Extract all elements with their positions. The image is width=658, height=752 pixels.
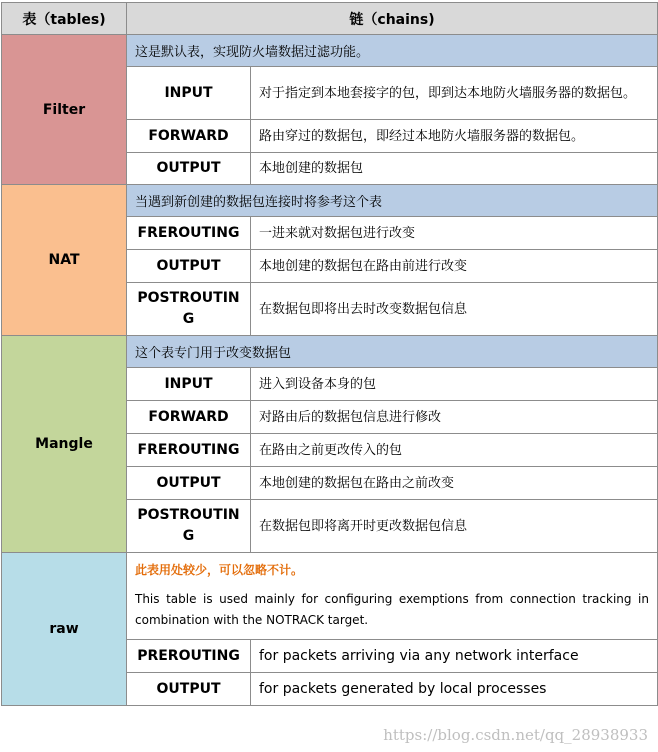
- table-name-mangle: Mangle: [2, 336, 127, 553]
- chain-description: for packets arriving via any network interface: [251, 640, 658, 673]
- nat-desc-row: [2, 185, 658, 217]
- table-name-filter: Filter: [2, 35, 127, 185]
- chain-description: 本地创建的数据包在路由之前改变: [251, 467, 658, 500]
- chain-name: FREROUTING: [127, 434, 251, 467]
- raw-desc-row: [2, 553, 658, 640]
- raw-note: 此表用处较少，可以忽略不计。: [135, 563, 304, 577]
- chain-description: 本地创建的数据包: [251, 153, 658, 185]
- chain-name: POSTROUTING: [127, 283, 251, 336]
- chain-description: 在路由之前更改传入的包: [251, 434, 658, 467]
- chain-name: INPUT: [127, 67, 251, 120]
- chain-description: 在数据包即将离开时更改数据包信息: [251, 500, 658, 553]
- mangle-description: 这个表专门用于改变数据包: [127, 336, 658, 368]
- raw-description-cell: [127, 553, 658, 640]
- filter-description: 这是默认表，实现防火墙数据过滤功能。: [127, 35, 658, 67]
- chain-description: 路由穿过的数据包，即经过本地防火墙服务器的数据包。: [251, 120, 658, 153]
- chain-name: OUTPUT: [127, 250, 251, 283]
- watermark: https://blog.csdn.net/qq_28938933: [383, 726, 648, 744]
- chain-description: 本地创建的数据包在路由前进行改变: [251, 250, 658, 283]
- raw-description: This table is used mainly for configuring exemptions from connection tracking in combination with the NOTRACK target.: [135, 592, 649, 627]
- chain-name: OUTPUT: [127, 153, 251, 185]
- header-chains: 链（chains): [127, 3, 658, 35]
- chain-name: PREROUTING: [127, 640, 251, 673]
- header-tables: 表（tables): [2, 3, 127, 35]
- chain-name: FORWARD: [127, 120, 251, 153]
- table-name-nat: NAT: [2, 185, 127, 336]
- chain-description: 对路由后的数据包信息进行修改: [251, 401, 658, 434]
- chain-name: INPUT: [127, 368, 251, 401]
- chain-name: OUTPUT: [127, 673, 251, 706]
- chain-description: 进入到设备本身的包: [251, 368, 658, 401]
- chain-description: 一进来就对数据包进行改变: [251, 217, 658, 250]
- filter-desc-row: [2, 35, 658, 67]
- chain-description: for packets generated by local processes: [251, 673, 658, 706]
- chain-name: FORWARD: [127, 401, 251, 434]
- header-row: [2, 3, 658, 35]
- chain-description: 在数据包即将出去时改变数据包信息: [251, 283, 658, 336]
- chain-name: FREROUTING: [127, 217, 251, 250]
- chain-description: 对于指定到本地套接字的包，即到达本地防火墙服务器的数据包。: [251, 67, 658, 120]
- nat-description: 当遇到新创建的数据包连接时将参考这个表: [127, 185, 658, 217]
- table-name-raw: raw: [2, 553, 127, 706]
- mangle-desc-row: [2, 336, 658, 368]
- chain-name: OUTPUT: [127, 467, 251, 500]
- iptables-table: [1, 2, 658, 706]
- chain-name: POSTROUTING: [127, 500, 251, 553]
